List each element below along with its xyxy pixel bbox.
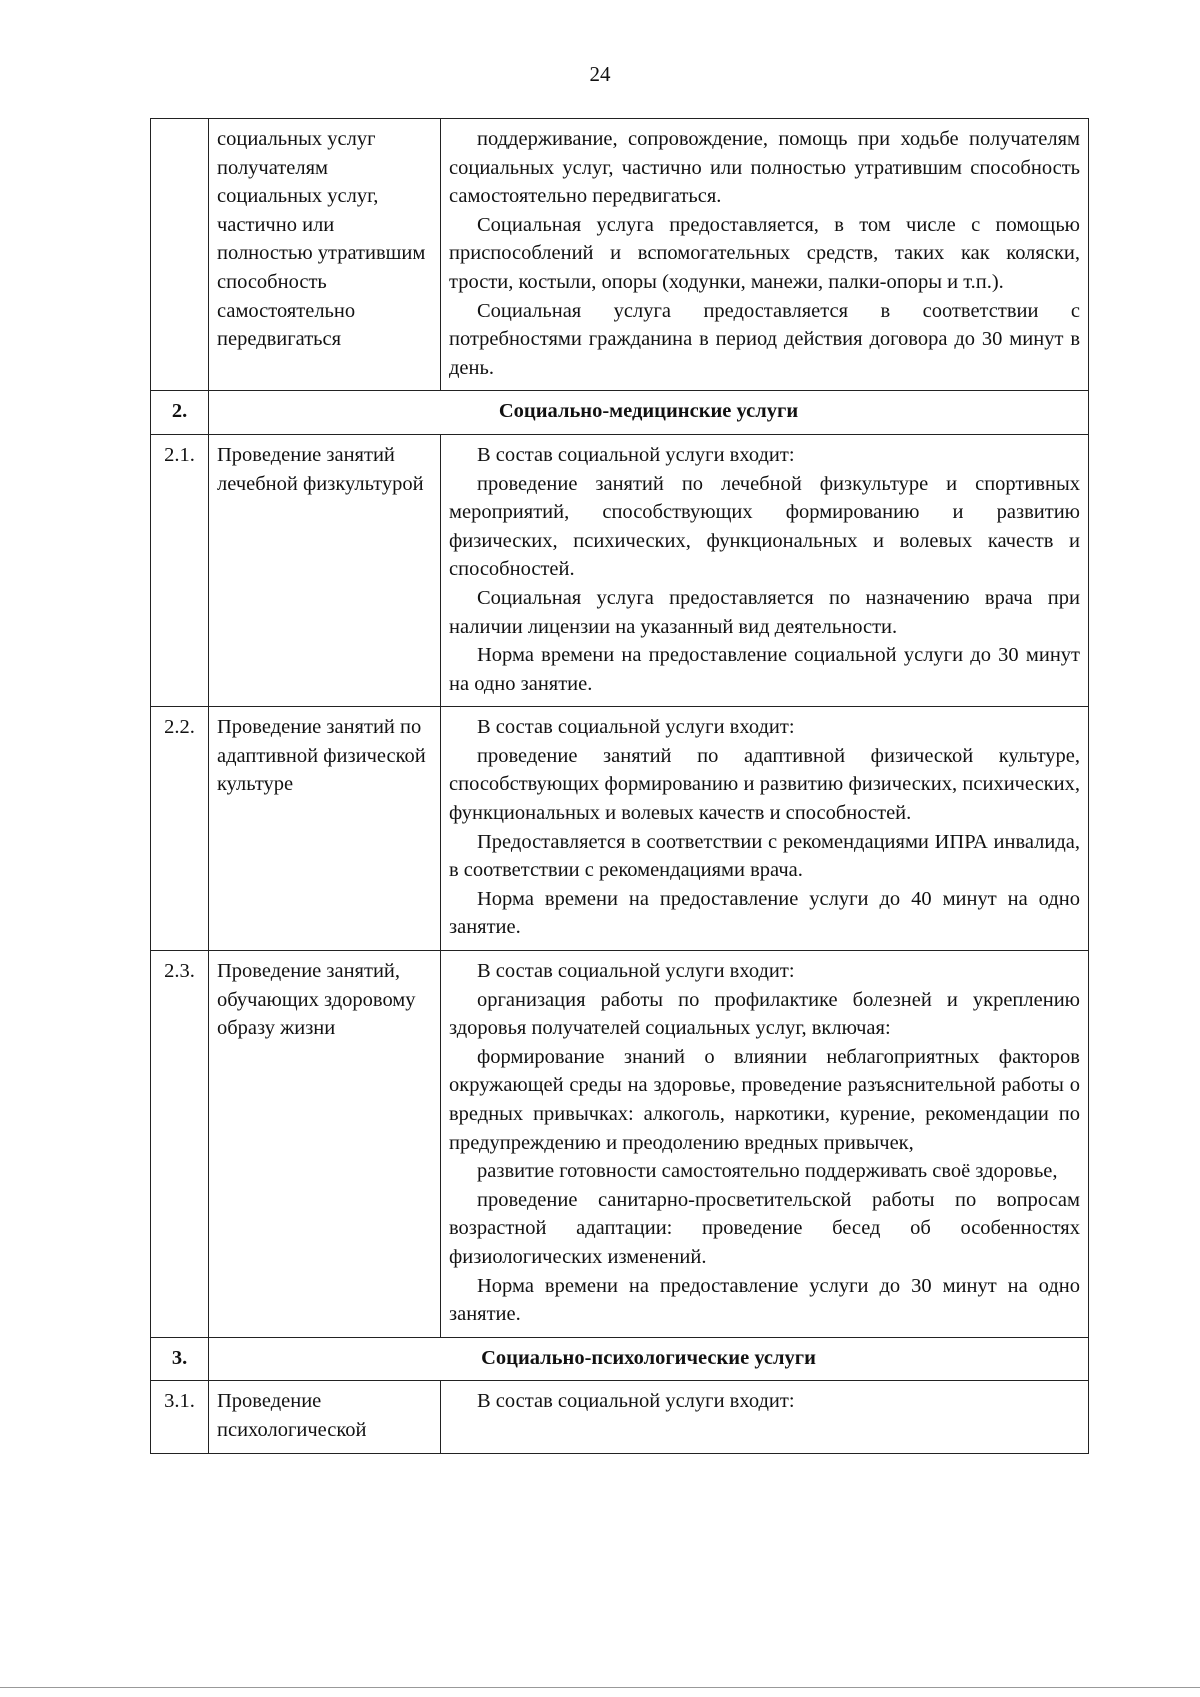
- service-description: [441, 951, 1089, 1338]
- section-number: 2.: [151, 391, 209, 435]
- scan-edge-line: [0, 1687, 1200, 1688]
- description-paragraph: формирование знаний о влиянии неблагоприятных факторов окружающей среды на здоровье, проведение разъяснительной работы о вредных привычках: алкоголь, наркотики, курение, рекомендации по предупреждению и преодолению вредных привычек,: [449, 1045, 1080, 1154]
- service-name: Проведение занятий, обучающих здоровому образу жизни: [209, 951, 441, 1338]
- service-number: 3.1.: [151, 1381, 209, 1453]
- description-paragraph: В состав социальной услуги входит:: [477, 960, 795, 983]
- description-paragraph: проведение занятий по лечебной физкультуре и спортивных мероприятий, способствующих формированию и развитию физических, психических, функциональных и волевых качеств и способностей.: [449, 472, 1080, 581]
- service-number: 2.2.: [151, 707, 209, 951]
- service-description: [441, 119, 1089, 391]
- section-header-row: [151, 1337, 1089, 1381]
- description-paragraph: Социальная услуга предоставляется, в том числе с помощью приспособлений и вспомогательных средств, таких как коляски, трости, костыли, опоры (ходунки, манежи, палки-опоры и т.п.).: [449, 213, 1080, 293]
- description-paragraph: В состав социальной услуги входит:: [477, 1390, 795, 1413]
- service-description: [441, 434, 1089, 706]
- page-number: 24: [589, 62, 611, 86]
- description-paragraph: Социальная услуга предоставляется по назначению врача при наличии лицензии на указанный вид деятельности.: [449, 586, 1080, 638]
- description-paragraph: Социальная услуга предоставляется в соответствии с потребностями гражданина в период действия договора до 30 минут в день.: [449, 299, 1080, 379]
- description-paragraph: проведение санитарно-просветительской работы по вопросам возрастной адаптации: проведение бесед об особенностях физиологических изменений.: [449, 1188, 1080, 1268]
- description-paragraph: В состав социальной услуги входит:: [477, 443, 795, 466]
- description-paragraph: Предоставляется в соответствии с рекомендациями ИПРА инвалида, в соответствии с рекомендациями врача.: [449, 830, 1080, 882]
- description-paragraph: Норма времени на предоставление услуги до 40 минут на одно занятие.: [449, 887, 1080, 939]
- table-row: [151, 434, 1089, 706]
- service-name: Проведение занятий лечебной физкультурой: [209, 434, 441, 706]
- service-description: [441, 1381, 1089, 1453]
- section-header-row: [151, 391, 1089, 435]
- table-row: [151, 707, 1089, 951]
- service-name: Проведение занятий по адаптивной физической культуре: [209, 707, 441, 951]
- description-paragraph: развитие готовности самостоятельно поддерживать своё здоровье,: [477, 1160, 1058, 1183]
- description-paragraph: В состав социальной услуги входит:: [477, 716, 795, 739]
- table-row: [151, 1381, 1089, 1453]
- service-name: социальных услуг получателям социальных услуг, частично или полностью утратившим способность самостоятельно передвигаться: [209, 119, 441, 391]
- description-paragraph: поддерживание, сопровождение, помощь при ходьбе получателям социальных услуг, частично или полностью утратившим способность самостоятельно передвигаться.: [449, 128, 1080, 208]
- service-number: 2.1.: [151, 434, 209, 706]
- table-row: [151, 951, 1089, 1338]
- description-paragraph: проведение занятий по адаптивной физической культуре, способствующих формированию и развитию физических, психических, функциональных и волевых качеств и способностей.: [449, 744, 1080, 825]
- service-number: 2.3.: [151, 951, 209, 1338]
- description-paragraph: Норма времени на предоставление услуги до 30 минут на одно занятие.: [449, 1274, 1080, 1326]
- description-paragraph: организация работы по профилактике болезней и укреплению здоровья получателей социальных услуг, включая:: [449, 988, 1080, 1040]
- description-paragraph: Норма времени на предоставление социальной услуги до 30 минут на одно занятие.: [449, 644, 1080, 695]
- service-description: [441, 707, 1089, 951]
- services-table: [150, 118, 1089, 1454]
- table-row: [151, 119, 1089, 391]
- service-number: [151, 119, 209, 391]
- section-number: 3.: [151, 1337, 209, 1381]
- section-title: Социально-медицинские услуги: [209, 391, 1089, 435]
- section-title: Социально-психологические услуги: [209, 1337, 1089, 1381]
- service-name: Проведение психологической: [209, 1381, 441, 1453]
